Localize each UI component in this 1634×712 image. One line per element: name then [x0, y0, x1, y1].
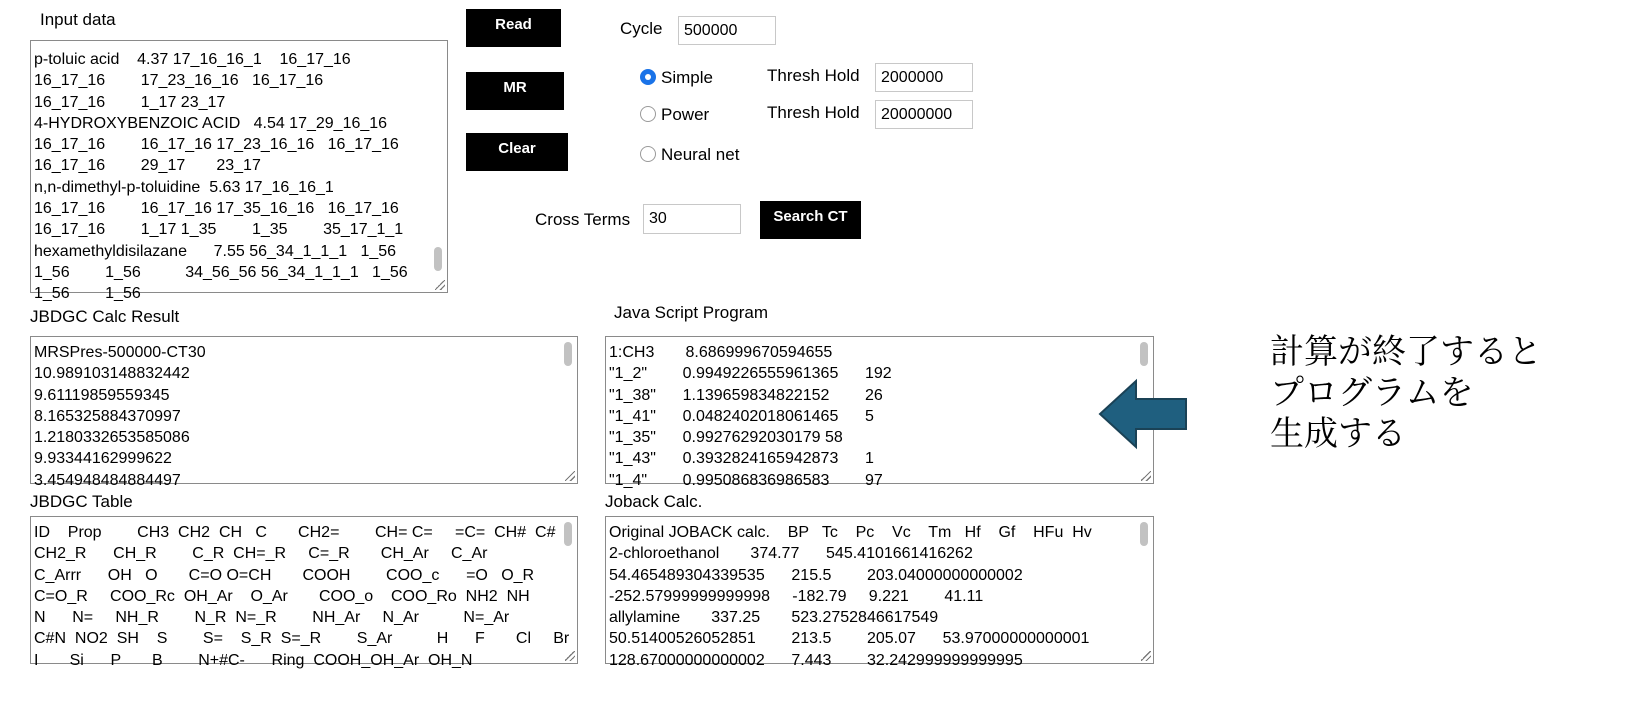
resize-grip-icon[interactable]	[435, 280, 445, 290]
power-thresh-input[interactable]	[875, 100, 973, 129]
calc-result-label: JBDGC Calc Result	[30, 307, 180, 326]
read-button[interactable]: Read	[466, 9, 561, 47]
neural-net-radio[interactable]	[640, 146, 656, 162]
input-data-label: Input data	[40, 10, 116, 29]
joback-text: Original JOBACK calc. BP Tc Pc Vc Tm Hf Gf HFu Hv 2-chloroethanol 374.77 545.4101661416262 54.465489304339535 215.5 203.04000000000002 -252.57999999999998 -182.79 9.221 41.11 allylamine 337.25 523.2752846617549 50.51400526052851 213.5 205.07 53.97000000000001 128.67000000000002 7.443 32.242999999999995	[609, 524, 1092, 669]
js-program-label: Java Script Program	[614, 303, 768, 322]
neural-net-radio-label: Neural net	[661, 145, 740, 164]
simple-thresh-label: Thresh Hold	[767, 66, 860, 85]
power-thresh-label: Thresh Hold	[767, 103, 860, 122]
cross-terms-input[interactable]	[643, 204, 741, 234]
resize-grip-icon[interactable]	[1141, 651, 1151, 661]
jbdgc-table-label: JBDGC Table	[30, 492, 133, 511]
annotation-line: プログラムを	[1270, 373, 1474, 413]
calc-result-scrollbar[interactable]	[561, 339, 575, 465]
jbdgc-table-text: ID Prop CH3 CH2 CH C CH2= CH= C= =C= CH# C# CH2_R CH_R C_R CH=_R C=_R CH_Ar C_Ar C_Arrr OH O C=O O=CH COOH COO_c =O O_R C=O_R COO_Rc OH_Ar O_Ar COO_o COO_Ro NH2 NH N N= NH_R N_R N=_R NH_Ar N_Ar N=_Ar C#N NO2 SH S S= S_R S=_R S_Ar H F Cl Br I Si P B N+#C- Ring COOH_OH_Ar OH_N	[34, 524, 570, 669]
cycle-input[interactable]	[678, 16, 776, 45]
jbdgc-table-textarea[interactable]	[30, 516, 578, 669]
joback-label: Joback Calc.	[605, 492, 703, 511]
annotation-line: 計算が終了すると	[1270, 332, 1542, 372]
annotation-note	[1270, 332, 1542, 455]
cycle-label: Cycle	[620, 19, 663, 38]
clear-button[interactable]: Clear	[466, 133, 568, 171]
joback-textarea[interactable]	[605, 516, 1154, 669]
input-data-scrollbar[interactable]	[431, 43, 445, 274]
left-arrow-icon	[1098, 379, 1190, 449]
search-ct-button[interactable]: Search CT	[760, 201, 861, 239]
jbdgc-table-scrollbar[interactable]	[561, 519, 575, 645]
mr-button[interactable]: MR	[466, 72, 564, 110]
resize-grip-icon[interactable]	[565, 651, 575, 661]
annotation-line: 生成する	[1270, 414, 1406, 454]
resize-grip-icon[interactable]	[565, 471, 575, 481]
calc-result-textarea[interactable]	[30, 336, 578, 489]
power-radio[interactable]	[640, 106, 656, 122]
resize-grip-icon[interactable]	[1141, 471, 1151, 481]
simple-radio-label: Simple	[661, 68, 713, 87]
input-data-text: p-toluic acid 4.37 17_16_16_1 16_17_16 16_17_16 17_23_16_16 16_17_16 16_17_16 1_17 23_17 4-HYDROXYBENZOIC ACID 4.54 17_29_16_16 16_17_16 16_17_16 17_23_16_16 16_17_16 16_17_16 29_17 23_17 n,n-dimethyl-p-toluidine 5.63 17_16_16_1 16_17_16 16_17_16 17_35_16_16 16_17_16 16_17_16 1_17 1_35 1_35 35_17_1_1 hexamethyldisilazane 7.55 56_34_1_1_1 1_56 1_56 1_56 34_56_56 56_34_1_1_1 1_56 1_56 1_56	[34, 51, 408, 303]
joback-scrollbar[interactable]	[1137, 519, 1151, 645]
js-program-textarea[interactable]	[605, 336, 1154, 489]
js-program-text: 1:CH3 8.686999670594655 "1_2" 0.9949226555961365 192 "1_38" 1.139659834822152 26 "1_41" 0.0482402018061465 5 "1_35" 0.99276292030179 58 "1_43" 0.3932824165942873 1 "1_4" 0.995086836986583 97	[609, 344, 892, 489]
simple-thresh-input[interactable]	[875, 63, 973, 92]
cross-terms-label: Cross Terms	[535, 210, 631, 229]
calc-result-text: MRSPres-500000-CT30 10.989103148832442 9.61119859559345 8.165325884370997 1.2180332653585086 9.93344162999622 3.454948484884497	[34, 344, 206, 489]
power-radio-label: Power	[661, 105, 710, 124]
input-data-textarea[interactable]	[30, 40, 448, 303]
simple-radio[interactable]	[640, 69, 656, 85]
